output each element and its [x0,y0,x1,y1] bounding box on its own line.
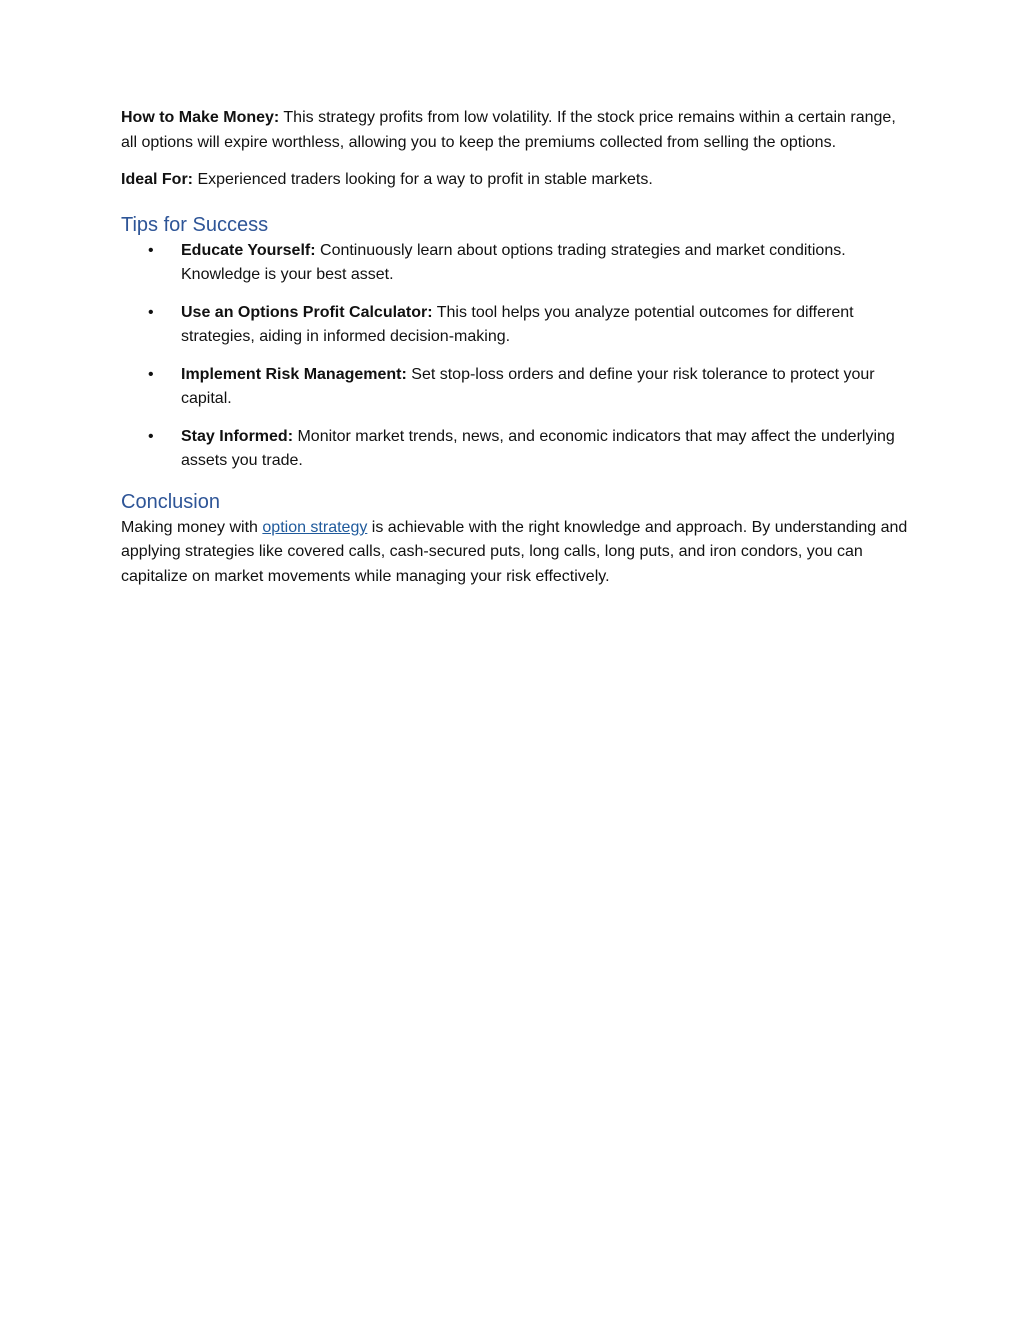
tip-text: Continuously learn about options trading strategies and market conditions. Knowledge is your best asset. [181,241,846,283]
bullet-icon: • [148,241,154,259]
conclusion-heading: Conclusion [121,490,220,513]
document-page [121,106,909,602]
list-item [121,363,909,412]
ideal-for-text: Experienced traders looking for a way to profit in stable markets. [193,171,653,188]
bullet-icon: • [148,427,154,445]
tip-text: Set stop-loss orders and define your risk tolerance to protect your capital. [181,365,875,407]
tip-label: Use an Options Profit Calculator: [181,303,433,321]
ideal-for-paragraph [121,168,909,193]
option-strategy-link[interactable]: option strategy [262,518,368,536]
conclusion-paragraph [121,516,909,590]
conclusion-text-before: Making money with [121,518,263,536]
tip-text: Monitor market trends, news, and economic indicators that may affect the underlying assets you trade. [181,427,895,469]
tip-label: Educate Yourself: [181,241,316,259]
bullet-icon: • [148,365,154,383]
how-to-make-money-label: How to Make Money: [121,109,280,126]
list-item [121,301,909,350]
list-item [121,425,909,474]
tip-label: Stay Informed: [181,427,294,445]
bullet-icon: • [148,303,154,321]
list-item [121,239,909,288]
how-to-make-money-paragraph [121,106,909,155]
how-to-make-money-text: This strategy profits from low volatility. If the stock price remains within a certain range, all options will expire worthless, allowing you to keep the premiums collected from selling the options. [121,109,896,151]
tip-label: Implement Risk Management: [181,365,407,383]
tips-heading: Tips for Success [121,213,269,236]
tips-list [121,239,909,474]
conclusion-text-after: is achievable with the right knowledge and approach. By understanding and applying strategies like covered calls, cash-secured puts, long calls, long puts, and iron condors, you can capitalize on market movements while managing your risk effectively. [121,518,908,585]
tip-text: This tool helps you analyze potential outcomes for different strategies, aiding in informed decision-making. [181,303,854,345]
ideal-for-label: Ideal For: [121,171,194,188]
